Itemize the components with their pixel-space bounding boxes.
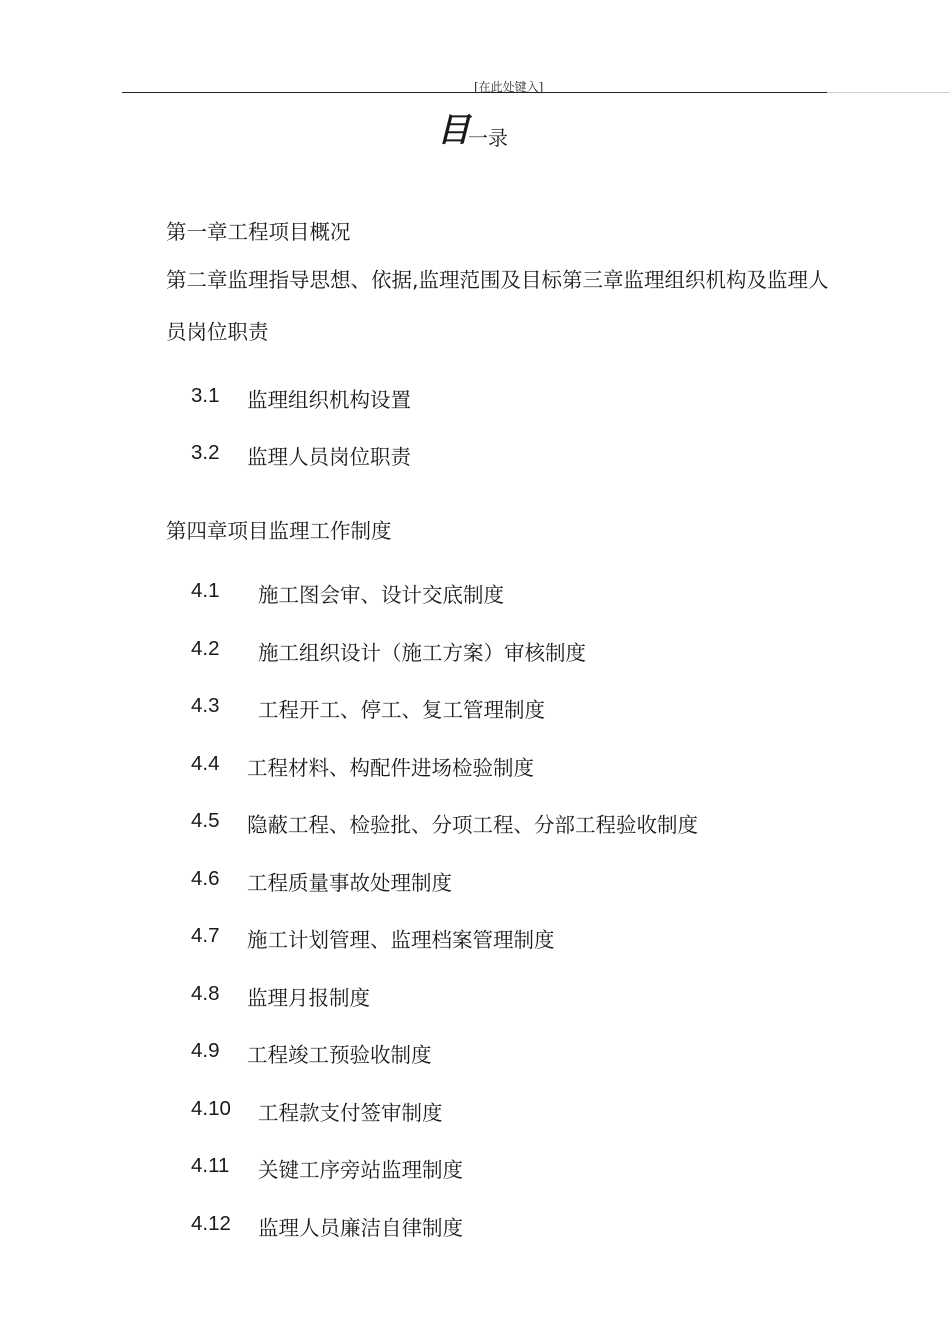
- header-placeholder-text[interactable]: [在此处键入]: [474, 80, 544, 94]
- toc-section-4-6: [191, 866, 452, 895]
- section-title: 工程质量事故处理制度: [247, 871, 452, 895]
- section-number: 4.8: [191, 982, 220, 1005]
- section-title: 工程材料、构配件进场检验制度: [247, 756, 534, 780]
- toc-section-4-3: [191, 693, 545, 722]
- toc-section-4-9: [191, 1038, 432, 1067]
- toc-section-4-1: [191, 578, 504, 607]
- section-title: 施工组织设计（施工方案）审核制度: [258, 641, 586, 665]
- section-number: 4.6: [191, 867, 220, 890]
- section-number: 3.1: [191, 384, 220, 407]
- toc-section-3-1: [191, 383, 411, 412]
- section-number: 4.9: [191, 1039, 220, 1062]
- section-number: 4.10: [191, 1097, 231, 1120]
- section-number: 4.3: [191, 694, 220, 717]
- section-title: 监理月报制度: [247, 986, 370, 1010]
- section-number: 4.4: [191, 752, 220, 775]
- section-number: 4.7: [191, 924, 220, 947]
- section-title: 关键工序旁站监理制度: [258, 1158, 463, 1182]
- section-number: 4.2: [191, 637, 220, 660]
- toc-section-4-11: [191, 1153, 463, 1182]
- toc-chapter-4: 第四章项目监理工作制度: [166, 519, 392, 543]
- section-title: 工程款支付签审制度: [258, 1101, 443, 1125]
- section-title: 施工图会审、设计交底制度: [258, 583, 504, 607]
- section-number: 4.12: [191, 1212, 231, 1235]
- section-title: 监理人员岗位职责: [247, 445, 411, 469]
- section-title: 工程开工、停工、复工管理制度: [258, 698, 545, 722]
- header-rule-extension: [827, 92, 950, 93]
- section-title: 工程竣工预验收制度: [247, 1043, 432, 1067]
- toc-section-4-10: [191, 1096, 443, 1125]
- toc-section-3-2: [191, 440, 411, 469]
- section-title: 施工计划管理、监理档案管理制度: [247, 928, 555, 952]
- toc-section-4-5: [191, 808, 698, 837]
- section-number: 3.2: [191, 441, 220, 464]
- section-number: 4.5: [191, 809, 220, 832]
- section-title: 监理组织机构设置: [247, 388, 411, 412]
- toc-section-4-12: [191, 1211, 463, 1240]
- toc-chapter-1: 第一章工程项目概况: [166, 220, 351, 244]
- toc-section-4-7: [191, 923, 555, 952]
- section-number: 4.11: [191, 1154, 230, 1177]
- toc-title: [437, 104, 508, 150]
- toc-title-rest: 一录: [468, 126, 508, 150]
- section-title: 隐蔽工程、检验批、分项工程、分部工程验收制度: [247, 813, 698, 837]
- section-number: 4.1: [191, 579, 220, 602]
- section-title: 监理人员廉洁自律制度: [258, 1216, 463, 1240]
- toc-title-main-char: 目: [437, 110, 468, 149]
- toc-chapter-2-3: 第二章监理指导思想、依据,监理范围及目标第三章监理组织机构及监理人员岗位职责: [166, 268, 829, 344]
- toc-section-4-8: [191, 981, 370, 1010]
- toc-section-4-2: [191, 636, 586, 665]
- toc-section-4-4: [191, 751, 534, 780]
